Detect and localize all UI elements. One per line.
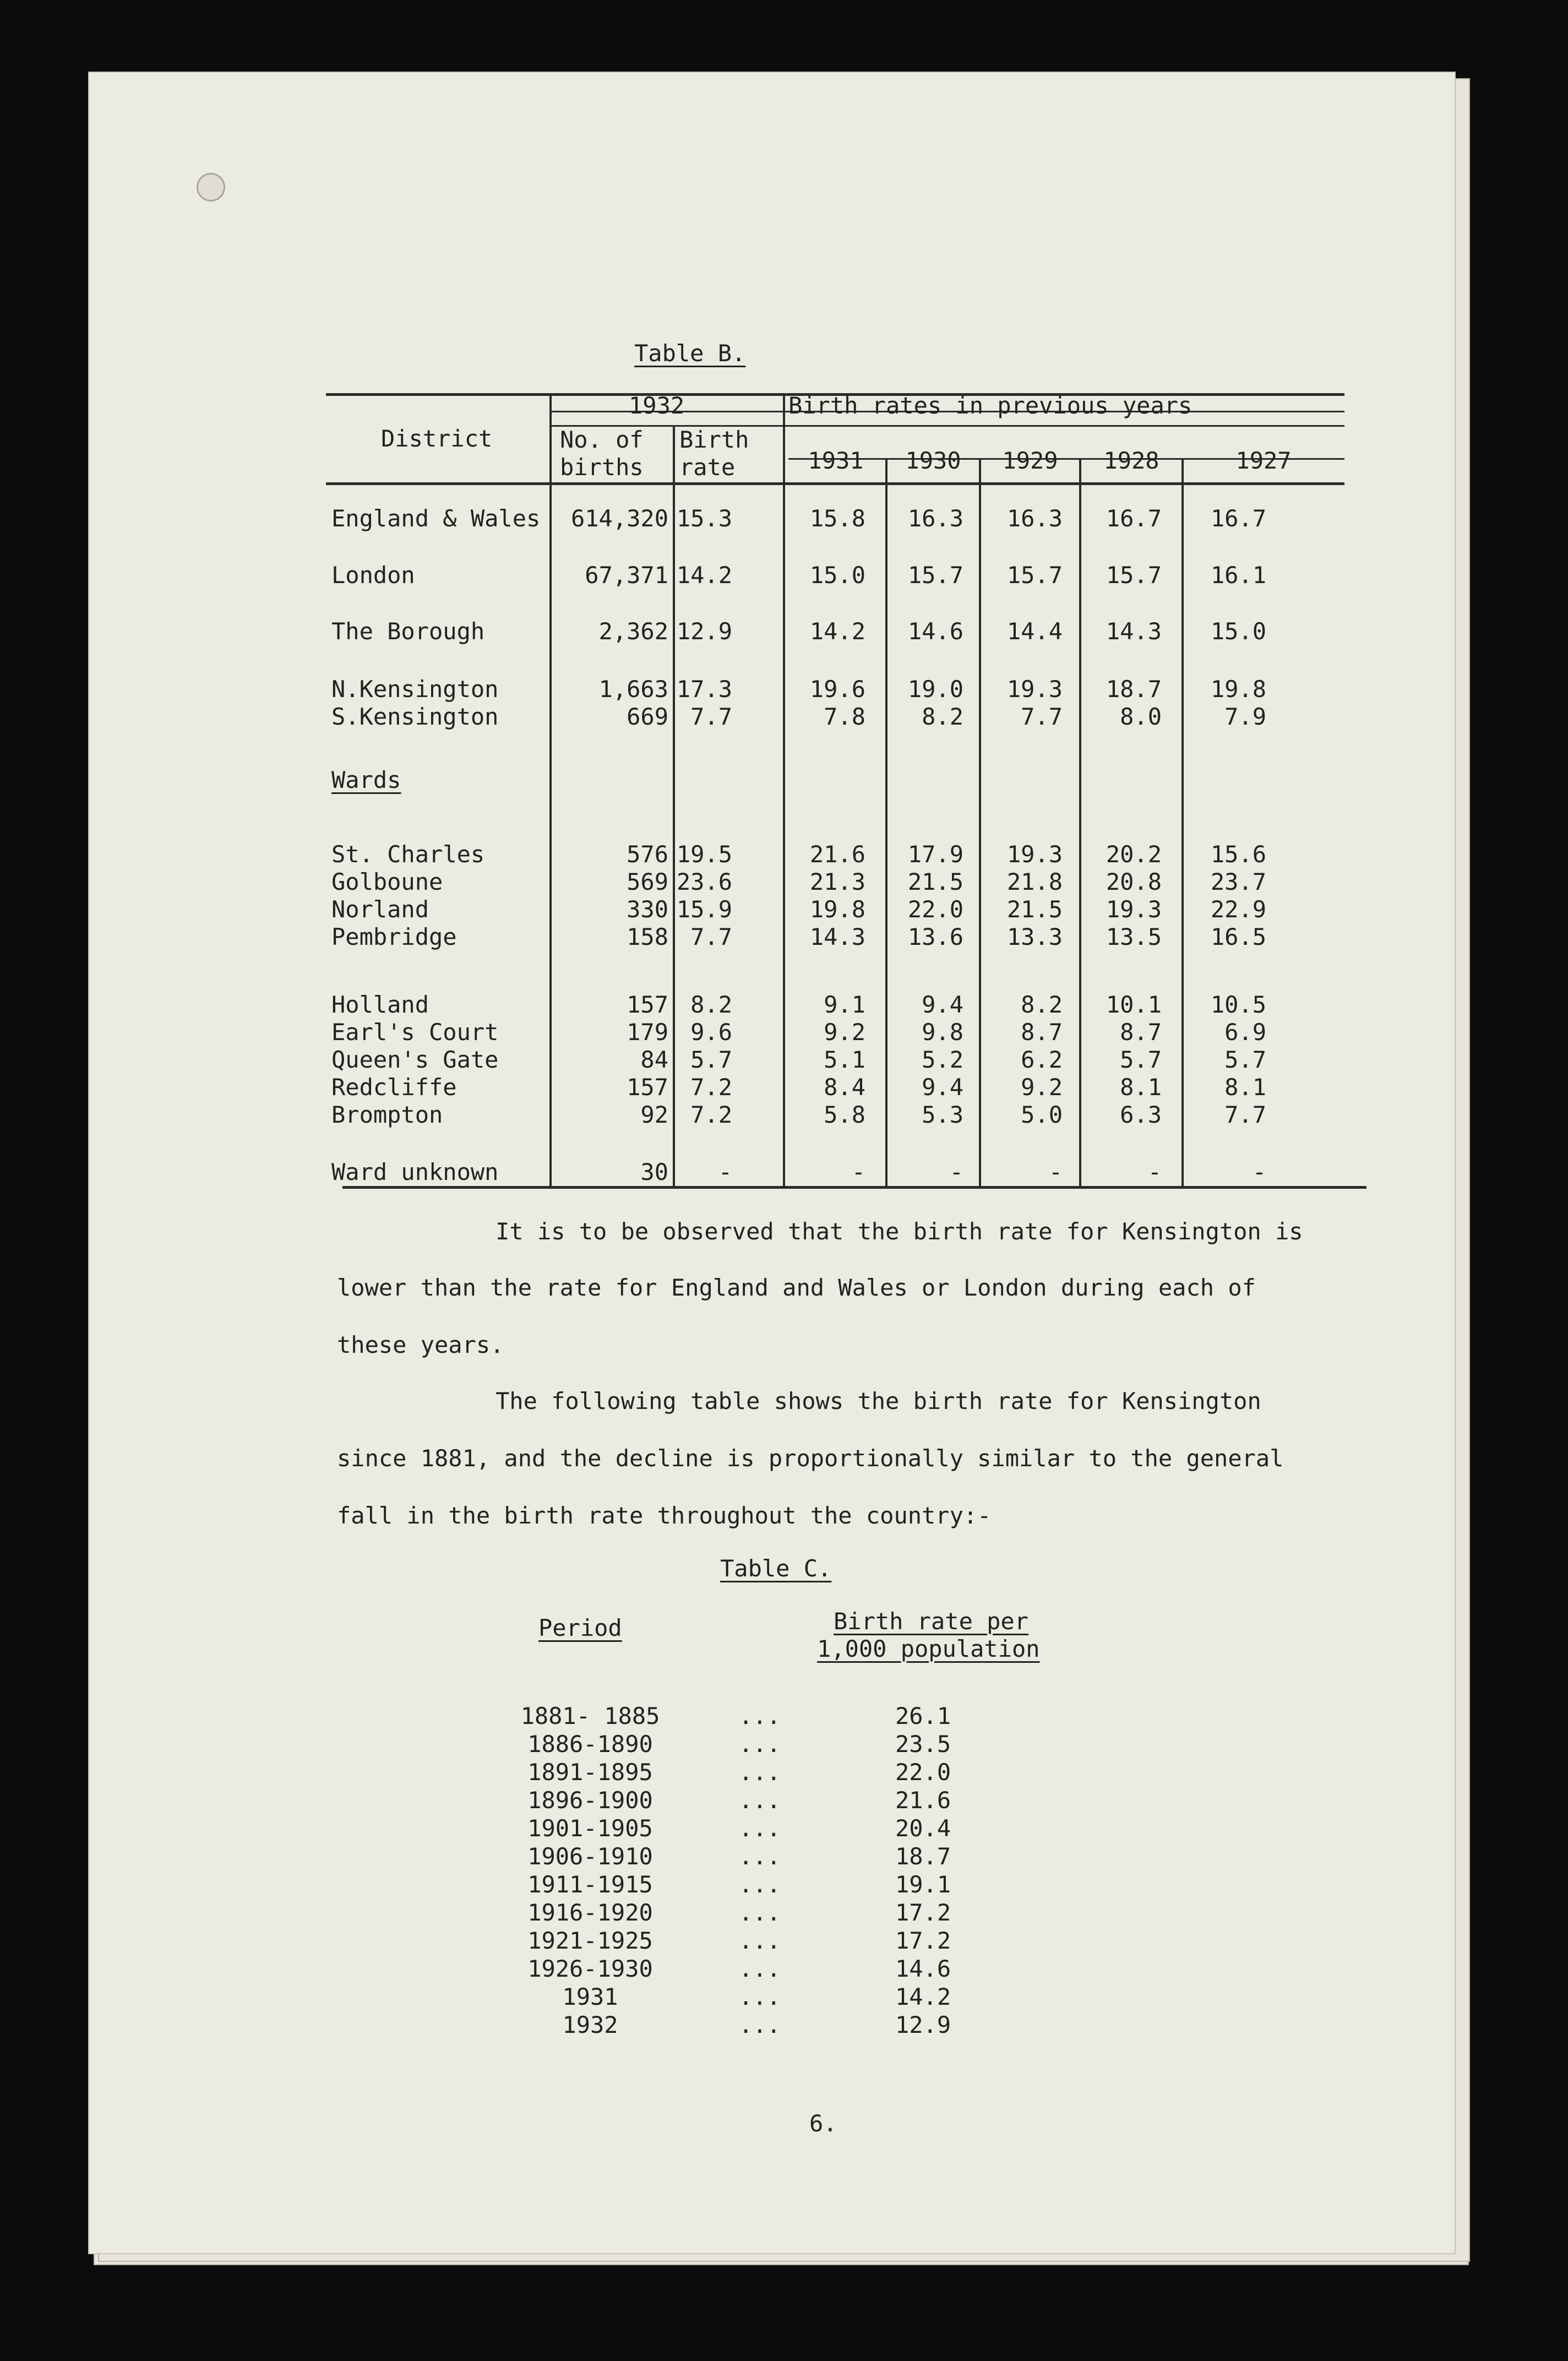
rate-cell: 8.2	[690, 991, 732, 1018]
header-bottom-rule	[326, 482, 1344, 485]
y1931-cell: 14.2	[809, 618, 865, 645]
rate-cell: 14.6	[895, 1955, 951, 1982]
rate-cell: 22.0	[895, 1759, 951, 1786]
rate-cell: 20.4	[895, 1815, 951, 1842]
leader-dots: ...	[739, 1899, 781, 1926]
rate-cell: 7.2	[690, 1074, 732, 1101]
header-1927: 1927	[1235, 447, 1292, 474]
rate-cell: 14.2	[895, 1983, 951, 2010]
births-cell: 157	[627, 991, 668, 1018]
district-cell: Pembridge	[331, 923, 457, 950]
leader-dots: ...	[739, 1871, 781, 1898]
y1930-cell: 5.2	[922, 1046, 963, 1073]
district-cell: Redcliffe	[331, 1074, 457, 1101]
rate-cell: 19.1	[895, 1871, 951, 1898]
header-previous-years: Birth rates in previous years	[788, 392, 1193, 419]
y1927-cell: 16.1	[1210, 562, 1266, 589]
table-c-title: Table C.	[720, 1555, 832, 1582]
y1931-cell: 14.3	[809, 923, 865, 950]
y1929-cell: 19.3	[1006, 676, 1063, 703]
wards-label: Wards	[331, 766, 401, 793]
y1927-cell: 6.9	[1224, 1019, 1266, 1046]
leader-dots: ...	[739, 2011, 781, 2038]
y1928-cell: 19.3	[1106, 896, 1162, 923]
y1930-cell: 16.3	[907, 505, 963, 532]
header-1929: 1929	[1002, 447, 1058, 474]
y1931-cell: 15.8	[809, 505, 865, 532]
district-cell: Golboune	[331, 868, 443, 895]
y1928-cell: 20.2	[1106, 841, 1162, 868]
y1929-cell: 8.7	[1021, 1019, 1063, 1046]
period-cell: 1886-1890	[527, 1731, 653, 1758]
rate-cell: 15.9	[676, 896, 732, 923]
births-cell: 67,371	[585, 562, 668, 589]
page-number: 6.	[809, 2110, 837, 2137]
district-cell: St. Charles	[331, 841, 485, 868]
period-cell: 1921-1925	[527, 1927, 653, 1954]
y1927-cell: 16.5	[1210, 923, 1266, 950]
y1928-cell: 13.5	[1106, 923, 1162, 950]
y1928-cell: 16.7	[1106, 505, 1162, 532]
y1928-cell: 8.0	[1120, 703, 1162, 730]
births-cell: 576	[627, 841, 668, 868]
header-rate-per: Birth rate per	[834, 1608, 1029, 1635]
period-cell: 1896-1900	[527, 1787, 653, 1814]
y1928-cell: 15.7	[1106, 562, 1162, 589]
rate-cell: 17.2	[895, 1899, 951, 1926]
y1927-cell: 19.8	[1210, 676, 1266, 703]
header-1932: 1932	[629, 392, 685, 419]
y1928-cell: 18.7	[1106, 676, 1162, 703]
rate-cell: 7.7	[690, 923, 732, 950]
period-cell: 1931	[562, 1983, 618, 2010]
leader-dots: ...	[739, 1843, 781, 1870]
y1930-cell: 21.5	[907, 868, 963, 895]
header-rule	[552, 425, 1344, 427]
leader-dots: ...	[739, 1731, 781, 1758]
births-cell: 2,362	[598, 618, 668, 645]
rate-cell: 14.2	[676, 562, 732, 589]
period-cell: 1891-1895	[527, 1759, 653, 1786]
paragraph-line: It is to be observed that the birth rate for Kensington is	[496, 1218, 1303, 1245]
y1927-cell: 22.9	[1210, 896, 1266, 923]
births-cell: 330	[627, 896, 668, 923]
district-cell: The Borough	[331, 618, 485, 645]
births-cell: 1,663	[598, 676, 668, 703]
births-cell: 179	[627, 1019, 668, 1046]
y1927-cell: 7.7	[1224, 1101, 1266, 1128]
rate-cell: 15.3	[676, 505, 732, 532]
y1931-cell: 19.8	[809, 896, 865, 923]
leader-dots: ...	[739, 1983, 781, 2010]
header-period: Period	[538, 1614, 622, 1641]
y1931-cell: 5.8	[824, 1101, 865, 1128]
rate-cell: 26.1	[895, 1702, 951, 1729]
paragraph-line: The following table shows the birth rate for Kensington	[496, 1388, 1261, 1415]
district-cell: Queen's Gate	[331, 1046, 499, 1073]
y1928-cell: 8.1	[1120, 1074, 1162, 1101]
rate-cell: 9.6	[690, 1019, 732, 1046]
rate-cell: 12.9	[895, 2011, 951, 2038]
y1927-cell: 5.7	[1224, 1046, 1266, 1073]
y1929-cell: 7.7	[1021, 703, 1063, 730]
district-cell: Holland	[331, 991, 429, 1018]
y1928-cell: 20.8	[1106, 868, 1162, 895]
y1927-cell: -	[1252, 1158, 1266, 1185]
y1931-cell: 15.0	[809, 562, 865, 589]
period-cell: 1911-1915	[527, 1871, 653, 1898]
births-cell: 569	[627, 868, 668, 895]
y1929-cell: 21.5	[1006, 896, 1063, 923]
header-1928: 1928	[1103, 447, 1159, 474]
y1931-cell: 19.6	[809, 676, 865, 703]
leader-dots: ...	[739, 1759, 781, 1786]
y1929-cell: 16.3	[1006, 505, 1063, 532]
leader-dots: ...	[739, 1702, 781, 1729]
rate-cell: 18.7	[895, 1843, 951, 1870]
y1927-cell: 10.5	[1210, 991, 1266, 1018]
period-cell: 1926-1930	[527, 1955, 653, 1982]
y1931-cell: 9.1	[824, 991, 865, 1018]
y1928-cell: 6.3	[1120, 1101, 1162, 1128]
paragraph-line: these years.	[337, 1331, 504, 1358]
y1929-cell: -	[1048, 1158, 1063, 1185]
y1930-cell: 8.2	[922, 703, 963, 730]
y1928-cell: 8.7	[1120, 1019, 1162, 1046]
y1931-cell: 5.1	[824, 1046, 865, 1073]
y1928-cell: 10.1	[1106, 991, 1162, 1018]
y1930-cell: 17.9	[907, 841, 963, 868]
header-1930: 1930	[905, 447, 961, 474]
y1929-cell: 21.8	[1006, 868, 1063, 895]
rate-cell: 23.5	[895, 1731, 951, 1758]
births-cell: 669	[627, 703, 668, 730]
y1930-cell: 9.8	[922, 1019, 963, 1046]
table-bottom-rule	[342, 1186, 1366, 1189]
rate-cell: 21.6	[895, 1787, 951, 1814]
y1930-cell: 9.4	[922, 991, 963, 1018]
punch-hole	[197, 173, 225, 202]
period-cell: 1881- 1885	[520, 1702, 660, 1729]
y1930-cell: 15.7	[907, 562, 963, 589]
rate-cell: 19.5	[676, 841, 732, 868]
leader-dots: ...	[739, 1815, 781, 1842]
y1928-cell: 14.3	[1106, 618, 1162, 645]
district-cell: London	[331, 562, 415, 589]
y1929-cell: 19.3	[1006, 841, 1063, 868]
y1929-cell: 8.2	[1021, 991, 1063, 1018]
y1930-cell: 13.6	[907, 923, 963, 950]
y1927-cell: 7.9	[1224, 703, 1266, 730]
header-population: 1,000 population	[817, 1635, 1040, 1662]
district-cell: Norland	[331, 896, 429, 923]
y1930-cell: 19.0	[907, 676, 963, 703]
y1930-cell: -	[949, 1158, 963, 1185]
y1929-cell: 13.3	[1006, 923, 1063, 950]
period-cell: 1901-1905	[527, 1815, 653, 1842]
district-cell: England & Wales	[331, 505, 541, 532]
y1931-cell: 9.2	[824, 1019, 865, 1046]
period-cell: 1932	[562, 2011, 618, 2038]
header-1931: 1931	[808, 447, 864, 474]
rate-cell: 17.2	[895, 1927, 951, 1954]
y1927-cell: 23.7	[1210, 868, 1266, 895]
y1929-cell: 5.0	[1021, 1101, 1063, 1128]
rate-cell: 17.3	[676, 676, 732, 703]
y1927-cell: 15.0	[1210, 618, 1266, 645]
leader-dots: ...	[739, 1787, 781, 1814]
y1927-cell: 8.1	[1224, 1074, 1266, 1101]
y1930-cell: 14.6	[907, 618, 963, 645]
rate-cell: 12.9	[676, 618, 732, 645]
district-cell: N.Kensington	[331, 676, 499, 703]
y1929-cell: 14.4	[1006, 618, 1063, 645]
paragraph-line: lower than the rate for England and Wales or London during each of	[337, 1274, 1256, 1301]
y1930-cell: 5.3	[922, 1101, 963, 1128]
header-rate: rate	[679, 454, 736, 481]
y1930-cell: 22.0	[907, 896, 963, 923]
y1929-cell: 9.2	[1021, 1074, 1063, 1101]
district-cell: Earl's Court	[331, 1019, 499, 1046]
births-cell: 158	[627, 923, 668, 950]
rate-cell: 23.6	[676, 868, 732, 895]
births-cell: 157	[627, 1074, 668, 1101]
district-cell: Ward unknown	[331, 1158, 499, 1185]
births-cell: 614,320	[570, 505, 668, 532]
y1931-cell: 8.4	[824, 1074, 865, 1101]
period-cell: 1916-1920	[527, 1899, 653, 1926]
paragraph-line: since 1881, and the decline is proportionally similar to the general	[337, 1445, 1284, 1472]
rate-cell: -	[718, 1158, 732, 1185]
header-birth: Birth	[679, 426, 749, 453]
y1930-cell: 9.4	[922, 1074, 963, 1101]
district-cell: S.Kensington	[331, 703, 499, 730]
y1928-cell: 5.7	[1120, 1046, 1162, 1073]
table-b-title: Table B.	[634, 340, 746, 367]
y1929-cell: 15.7	[1006, 562, 1063, 589]
y1927-cell: 15.6	[1210, 841, 1266, 868]
births-cell: 30	[640, 1158, 668, 1185]
header-births: births	[560, 454, 644, 481]
paragraph-line: fall in the birth rate throughout the country:-	[337, 1502, 992, 1529]
y1931-cell: 7.8	[824, 703, 865, 730]
leader-dots: ...	[739, 1955, 781, 1982]
district-cell: Brompton	[331, 1101, 443, 1128]
period-cell: 1906-1910	[527, 1843, 653, 1870]
rate-cell: 7.7	[690, 703, 732, 730]
y1928-cell: -	[1147, 1158, 1162, 1185]
y1927-cell: 16.7	[1210, 505, 1266, 532]
header-district: District	[381, 425, 493, 452]
document-page	[88, 72, 1456, 2254]
rate-cell: 7.2	[690, 1101, 732, 1128]
y1931-cell: -	[851, 1158, 865, 1185]
leader-dots: ...	[739, 1927, 781, 1954]
y1931-cell: 21.3	[809, 868, 865, 895]
y1929-cell: 6.2	[1021, 1046, 1063, 1073]
births-cell: 92	[640, 1101, 668, 1128]
rate-cell: 5.7	[690, 1046, 732, 1073]
births-cell: 84	[640, 1046, 668, 1073]
header-no-of: No. of	[560, 426, 644, 453]
y1931-cell: 21.6	[809, 841, 865, 868]
